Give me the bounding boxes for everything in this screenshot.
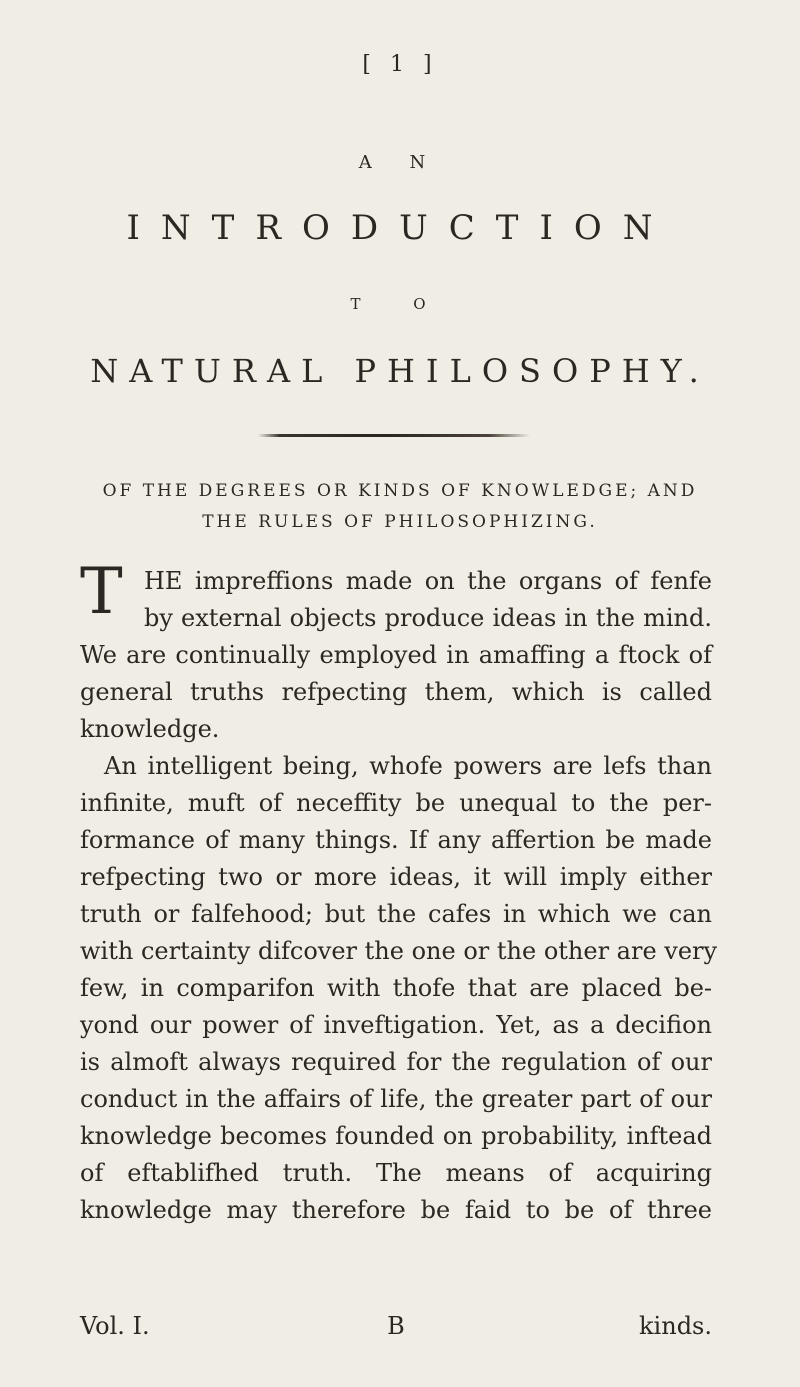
body-line-14: is almoft always required for the regulation of our <box>80 1048 712 1076</box>
catchword: kinds. <box>639 1312 712 1340</box>
volume-number: Vol. I. <box>80 1312 150 1340</box>
chapter-heading-line-2: THE RULES OF PHILOSOPHIZING. <box>202 512 598 532</box>
title-main: INTRODUCTION <box>126 208 674 248</box>
body-line-3: We are continually employed in amaffing a ftock of <box>80 641 712 669</box>
decorative-rule <box>258 434 530 437</box>
body-line-7: infinite, muft of neceffity be unequal to the per- <box>80 789 712 817</box>
body-line-15: conduct in the affairs of life, the greater part of our <box>80 1085 712 1113</box>
body-line-17: of eftablifhed truth. The means of acquiring <box>80 1159 712 1187</box>
title-article: A N <box>358 152 442 173</box>
body-line-18: knowledge may therefore be faid to be of three <box>80 1196 712 1224</box>
body-line-9: refpecting two or more ideas, it will imply either <box>80 863 712 891</box>
body-line-13: yond our power of inveftigation. Yet, as a decifion <box>80 1011 712 1039</box>
body-line-1: HE impreffions made on the organs of fenfe <box>144 567 712 595</box>
body-line-2: by external objects produce ideas in the mind. <box>144 604 712 632</box>
body-line-12: few, in comparifon with thofe that are placed be- <box>80 974 712 1002</box>
body-line-6: An intelligent being, whofe powers are lefs than <box>104 752 712 780</box>
body-line-10: truth or falfehood; but the cafes in which we can <box>80 900 712 928</box>
page-number: [ 1 ] <box>362 52 438 77</box>
title-subject: NATURAL PHILOSOPHY. <box>90 352 710 390</box>
body-line-8: formance of many things. If any affertion be made <box>80 826 712 854</box>
title-preposition: T O <box>350 295 450 313</box>
drop-cap: T <box>80 555 123 629</box>
body-line-4: general truths refpecting them, which is called <box>80 678 712 706</box>
body-line-5: knowledge. <box>80 715 220 743</box>
body-line-16: knowledge becomes founded on probability, inftead <box>80 1122 712 1150</box>
body-line-11: with certainty difcover the one or the other are very <box>80 937 718 965</box>
chapter-heading-line-1: OF THE DEGREES OR KINDS OF KNOWLEDGE; AND <box>102 481 698 501</box>
signature-mark: B <box>387 1312 405 1340</box>
